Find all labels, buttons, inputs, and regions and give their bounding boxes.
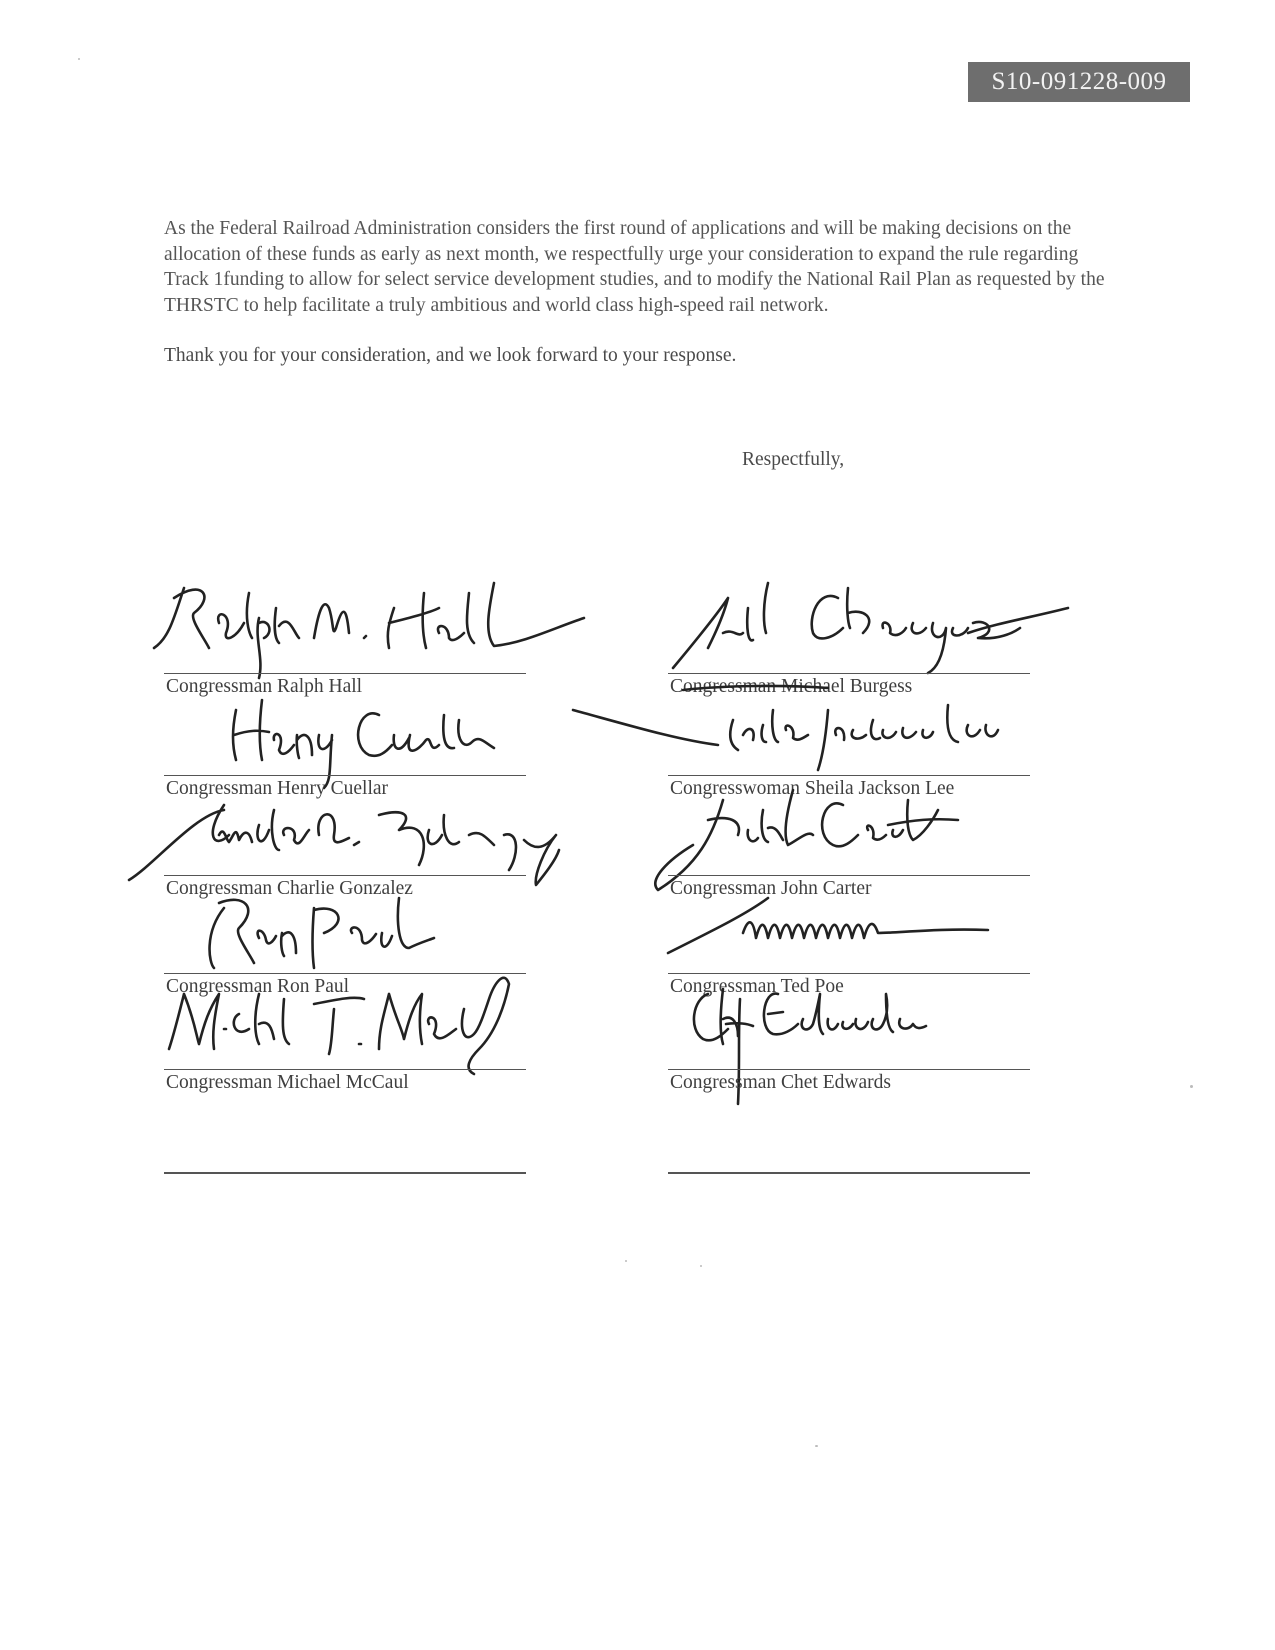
- letter-body: [164, 216, 1124, 369]
- scan-speck: [78, 58, 80, 60]
- signature-ted-poe: [668, 878, 1068, 988]
- signatory-name: Congressman Michael Burgess: [670, 676, 913, 697]
- blank-signature-line-right: [668, 1172, 1030, 1174]
- signature-line: [668, 875, 1030, 877]
- signatory-name: Congressman Charlie Gonzalez: [166, 878, 413, 899]
- signature-block-michael-mccaul: [164, 974, 526, 1094]
- signature-line: [164, 875, 526, 877]
- thank-you-paragraph: Thank you for your consideration, and we look forward to your response.: [164, 345, 737, 367]
- signature-sheila-jackson-lee: [668, 680, 1088, 790]
- signatory-name: Congresswoman Sheila Jackson Lee: [670, 778, 955, 799]
- signature-line: [164, 775, 526, 777]
- signatory-name: Congressman Ted Poe: [670, 976, 844, 997]
- signature-henry-cuellar: [164, 680, 524, 790]
- signature-block-chet-edwards: [668, 974, 1030, 1094]
- signature-line: [668, 1069, 1030, 1071]
- signatory-name: Congressman John Carter: [670, 878, 872, 899]
- signature-line: [164, 1069, 526, 1071]
- signature-line: [164, 673, 526, 675]
- signature-michael-burgess: [668, 578, 1088, 688]
- signatory-name: Congressman Ralph Hall: [166, 676, 363, 697]
- signature-ron-paul: [164, 878, 484, 988]
- body-paragraph: As the Federal Railroad Administration considers the first round of applications and will be making decisions on the allocation of these funds as early as next month, we respectfully urge your consideration to expand the rule regarding Track 1funding to allow for select service development studies, and to modify the National Rail Plan as requested by the THRSTC to help facilitate a truly ambitious and world class high-speed rail network.: [164, 218, 1105, 316]
- signature-line: [668, 673, 1030, 675]
- scan-speck: [815, 1445, 818, 1447]
- signature-line: [668, 775, 1030, 777]
- scan-speck: [625, 1260, 627, 1262]
- signature-ralph-hall: [164, 578, 584, 688]
- signatory-name: Congressman Michael McCaul: [166, 1072, 409, 1093]
- signatory-name: Congressman Chet Edwards: [670, 1072, 891, 1093]
- scan-speck: [1190, 1085, 1193, 1088]
- signatory-name: Congressman Ron Paul: [166, 976, 350, 997]
- closing-salutation: Respectfully,: [742, 449, 845, 470]
- scan-speck: [700, 1265, 702, 1267]
- document-id-stamp: S10-091228-009: [968, 62, 1190, 102]
- blank-signature-line-left: [164, 1172, 526, 1174]
- signatory-name: Congressman Henry Cuellar: [166, 778, 389, 799]
